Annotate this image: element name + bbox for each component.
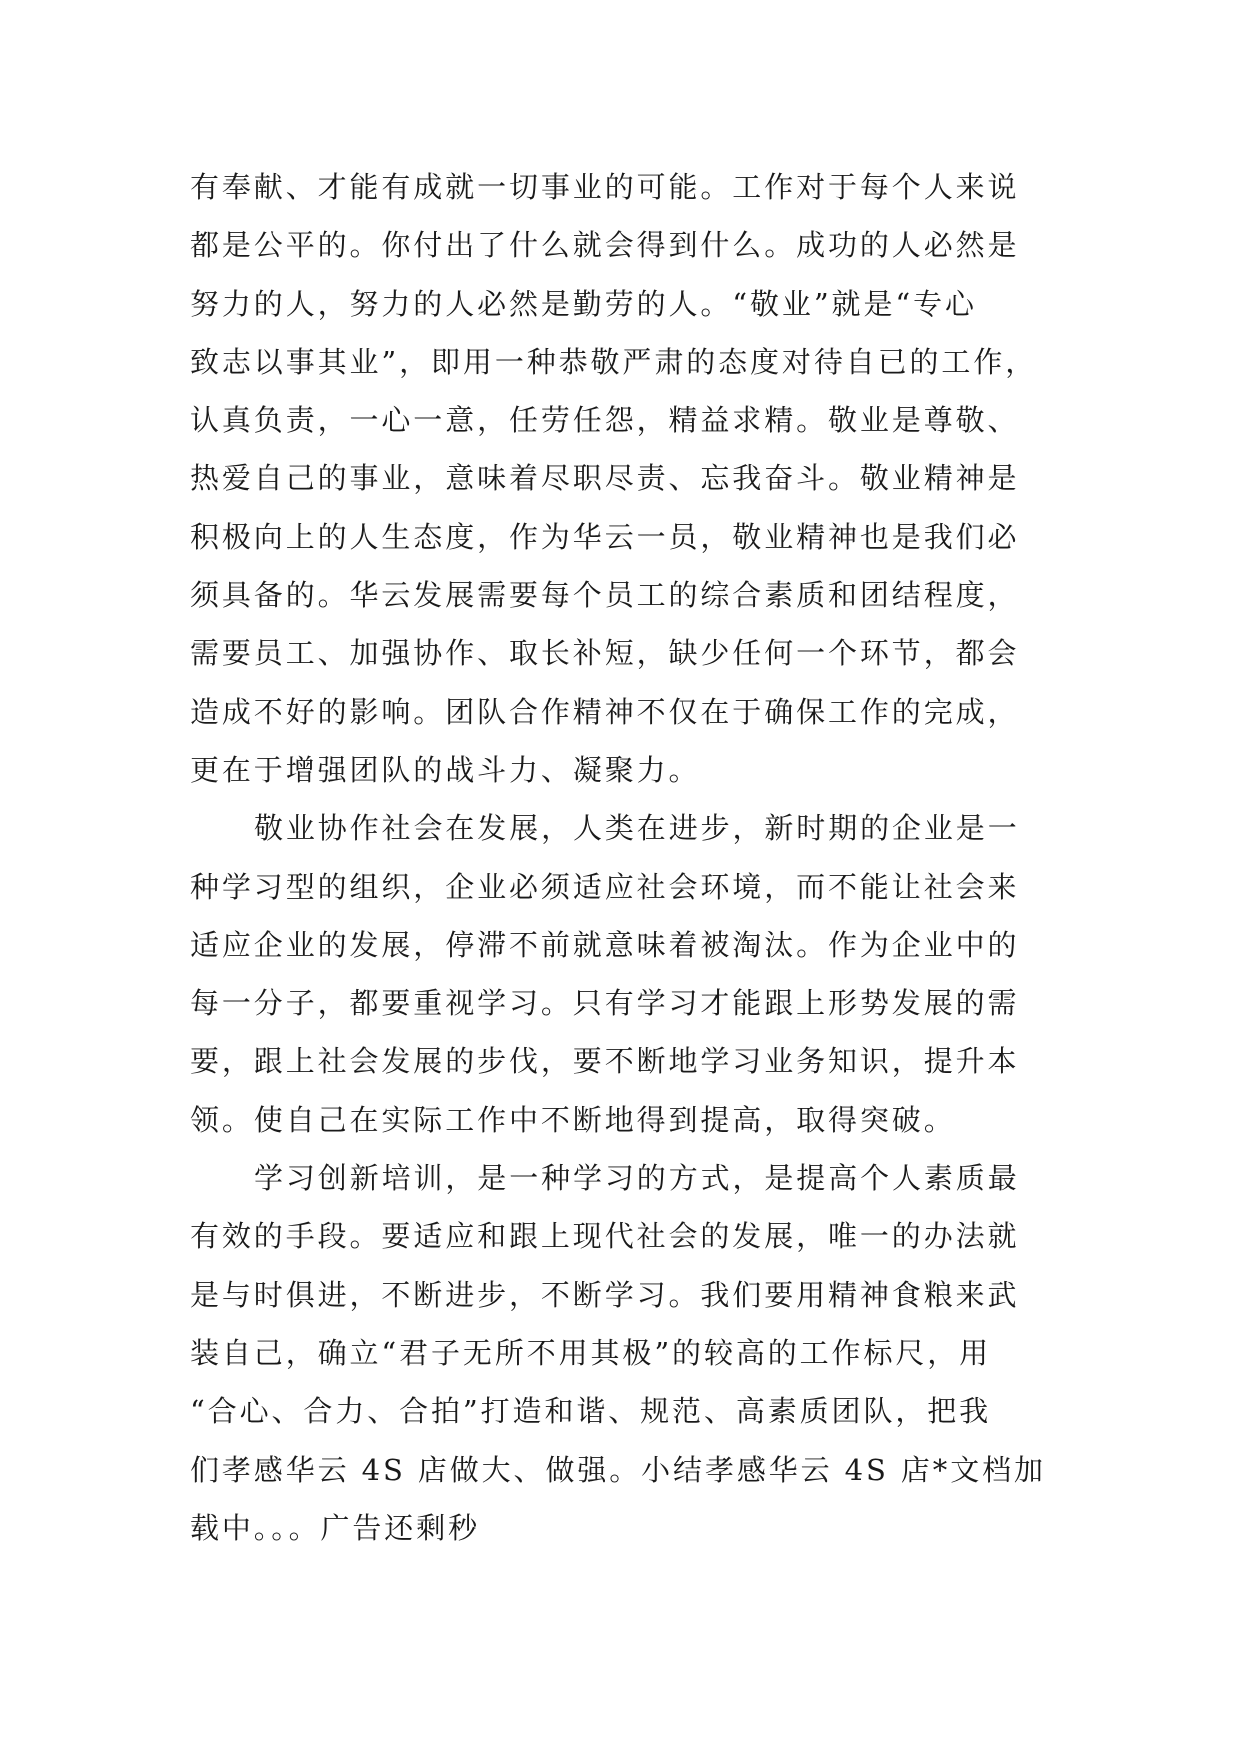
- text-line: 造成不好的影响。团队合作精神不仅在于确保工作的完成，: [190, 694, 1020, 729]
- text-line: 有效的手段。要适应和跟上现代社会的发展，唯一的办法就: [190, 1219, 1020, 1254]
- text-line: 须具备的。华云发展需要每个员工的综合素质和团结程度，: [190, 578, 1020, 613]
- text-line: “合心、合力、合拍”打造和谐、规范、高素质团队，把我: [190, 1394, 992, 1429]
- text-line: 更在于增强团队的战斗力、凝聚力。: [190, 752, 701, 787]
- text-line: 有奉献、才能有成就一切事业的可能。工作对于每个人来说: [190, 170, 1020, 204]
- text-line: 致志以事其业”，即用一种恭敬严肃的态度对待自已的工作，: [190, 344, 1038, 379]
- text-line: 是与时俱进，不断进步，不断学习。我们要用精神食粮来武: [190, 1277, 1020, 1312]
- text-line: 装自己，确立“君子无所不用其极”的较高的工作标尺，用: [190, 1335, 992, 1370]
- text-line: 努力的人，努力的人必然是勤劳的人。“敬业”就是“专心: [190, 286, 977, 321]
- text-line: 们孝感华云 4S 店做大、做强。小结孝感华云 4S 店*文档加: [190, 1452, 1046, 1487]
- text-line: 每一分子，都要重视学习。只有学习才能跟上形势发展的需: [190, 986, 1020, 1021]
- text-line: 需要员工、加强协作、取长补短，缺少任何一个环节，都会: [190, 636, 1020, 671]
- paragraph-first-line: 学习创新培训，是一种学习的方式，是提高个人素质最: [254, 1161, 1020, 1196]
- text-line: 热爱自己的事业，意味着尽职尽责、忘我奋斗。敬业精神是: [190, 461, 1020, 496]
- document-body: [190, 158, 1050, 1557]
- text-line: 积极向上的人生态度，作为华云一员，敬业精神也是我们必: [190, 519, 1020, 554]
- text-line: 载中。。。广告还剩秒: [190, 1510, 481, 1545]
- text-line: 适应企业的发展，停滞不前就意味着被淘汰。作为企业中的: [190, 927, 1020, 962]
- text-line: 都是公平的。你付出了什么就会得到什么。成功的人必然是: [190, 228, 1020, 263]
- text-line: 要，跟上社会发展的步伐，要不断地学习业务知识，提升本: [190, 1044, 1020, 1079]
- text-line: 种学习型的组织，企业必须适应社会环境，而不能让社会来: [190, 869, 1020, 904]
- paragraph-first-line: 敬业协作社会在发展，人类在进步，新时期的企业是一: [254, 811, 1020, 846]
- text-line: 领。使自己在实际工作中不断地得到提高，取得突破。: [190, 1102, 956, 1137]
- text-line: 认真负责，一心一意，任劳任怨，精益求精。敬业是尊敬、: [190, 403, 1020, 438]
